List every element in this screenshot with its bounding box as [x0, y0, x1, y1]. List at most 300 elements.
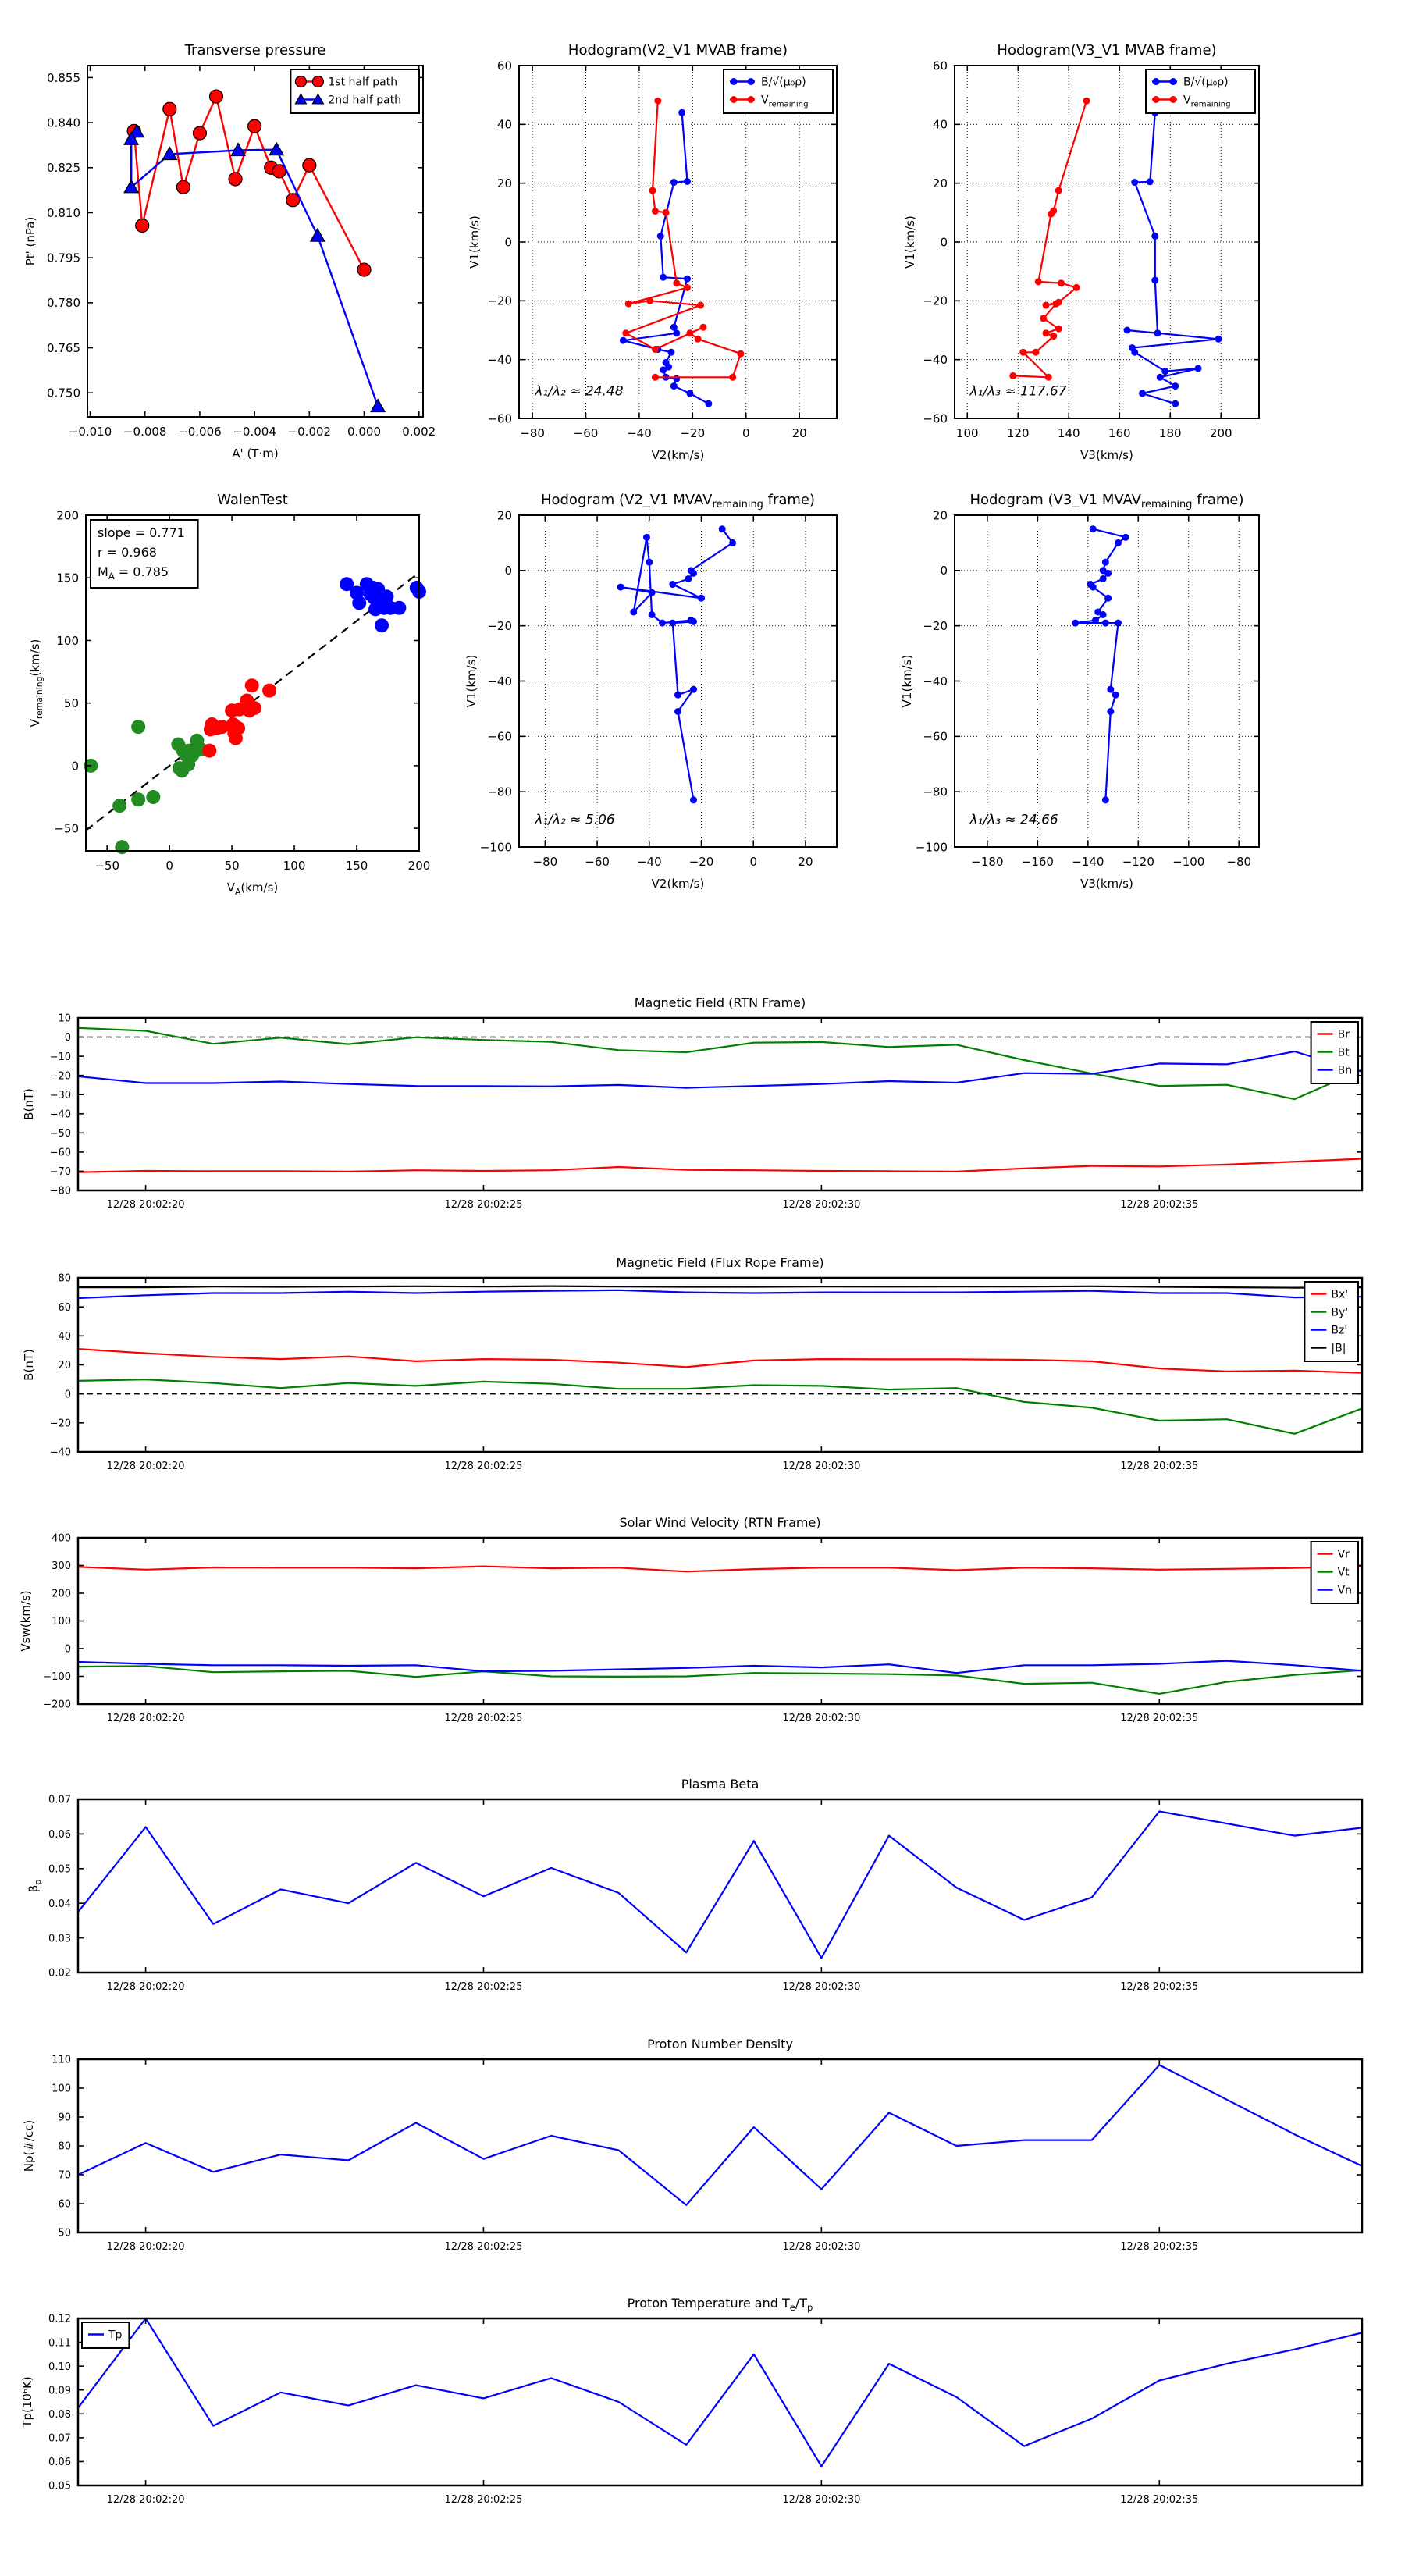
x-tick-label: 100 [283, 859, 306, 873]
y-tick-label: −20 [923, 294, 948, 308]
series-Br [78, 1159, 1362, 1172]
x-tick-label: −120 [1122, 855, 1154, 869]
x-tick-label: 20 [798, 855, 813, 869]
y-tick-label: 0.07 [48, 2432, 71, 2445]
y-axis-label: Np(#/cc) [22, 2119, 36, 2172]
y-tick-label: 0.02 [48, 1967, 71, 1980]
marker-dot [748, 78, 755, 85]
legend-label: Vt [1337, 1566, 1350, 1579]
marker-dot [392, 601, 406, 615]
axes-frame [78, 1018, 1362, 1190]
marker-dot [684, 178, 691, 185]
legend [1304, 1282, 1358, 1361]
marker-dot [1131, 179, 1138, 186]
marker-dot [625, 301, 632, 308]
chart-proton-temperature [20, 2296, 1362, 2506]
x-tick-label: 12/28 20:02:20 [106, 1461, 185, 1472]
x-tick-label: 12/28 20:02:35 [1120, 1713, 1199, 1724]
y-tick-label: 0.03 [48, 1933, 71, 1945]
series-Bz' [78, 1290, 1362, 1298]
y-tick-label: 40 [496, 117, 512, 132]
x-tick-label: 12/28 20:02:35 [1120, 2494, 1199, 2506]
marker-triangle [371, 400, 385, 412]
x-tick-label: 12/28 20:02:30 [782, 1199, 861, 1211]
marker-dot [1043, 301, 1050, 308]
marker-dot [1090, 584, 1097, 591]
marker-dot [1154, 329, 1161, 336]
chart-magnetic-field-flux-rope [22, 1255, 1362, 1472]
y-axis-label: $\beta_p$ [27, 1879, 43, 1893]
marker-dot [670, 179, 678, 186]
x-tick-label: 12/28 20:02:25 [444, 2494, 523, 2506]
y-tick-label: 20 [932, 508, 948, 523]
y-tick-label: −40 [923, 353, 948, 368]
marker-dot [690, 796, 697, 803]
x-tick-label: 50 [224, 859, 240, 873]
legend-label: $V_{remaining}$ [761, 94, 809, 109]
marker-dot [1019, 349, 1026, 356]
marker-dot [657, 233, 664, 240]
legend-label: Vr [1337, 1548, 1350, 1561]
y-tick-label: 0.04 [48, 1898, 71, 1910]
y-axis-label: V1(km/s) [468, 215, 482, 269]
marker-dot [630, 608, 637, 615]
x-tick-label: 180 [1158, 426, 1182, 440]
y-tick-label: −20 [487, 294, 512, 308]
y-tick-label: 0.07 [48, 1794, 71, 1806]
marker-dot [684, 276, 691, 283]
marker-dot [1035, 278, 1042, 285]
x-tick-label: 12/28 20:02:30 [782, 1981, 861, 1993]
marker-circle [295, 76, 306, 87]
marker-circle [357, 263, 371, 276]
marker-circle [303, 158, 316, 172]
marker-dot [686, 329, 693, 336]
series-2nd half path [131, 132, 378, 407]
y-axis-label: V1(km/s) [464, 654, 478, 708]
annotation: λ₁/λ₃ ≈ 117.67 [969, 383, 1067, 400]
y-tick-label: −50 [54, 821, 79, 836]
marker-dot [646, 559, 653, 566]
y-tick-label: −40 [487, 353, 512, 368]
x-axis-label: V3(km/s) [1080, 877, 1133, 891]
marker-dot [673, 329, 680, 336]
x-tick-label: 160 [1108, 426, 1131, 440]
y-tick-label: 0.825 [47, 161, 80, 176]
axes-frame [955, 66, 1259, 418]
x-tick-label: 12/28 20:02:20 [106, 2494, 185, 2506]
x-tick-label: 12/28 20:02:20 [106, 2241, 185, 2253]
marker-dot [1124, 327, 1131, 334]
x-tick-label: −0.002 [287, 425, 332, 439]
x-tick-label: −20 [688, 855, 714, 869]
marker-dot [1147, 178, 1154, 185]
marker-dot [1043, 329, 1050, 336]
marker-dot [202, 744, 216, 758]
marker-dot [1131, 349, 1138, 356]
chart-title: Magnetic Field (Flux Rope Frame) [616, 1255, 824, 1270]
y-tick-label: 0.12 [48, 2313, 71, 2325]
legend-label: Bt [1337, 1046, 1350, 1059]
chart-solar-wind-velocity [19, 1515, 1362, 1724]
y-tick-label: −100 [479, 840, 512, 855]
legend-label: Bn [1337, 1064, 1353, 1077]
x-tick-label: −160 [1021, 855, 1054, 869]
y-tick-label: 0.855 [47, 70, 80, 85]
marker-dot [617, 584, 624, 591]
y-tick-label: −60 [923, 729, 948, 744]
chart-walen-test [28, 492, 430, 897]
chart-plasma-beta [27, 1777, 1362, 1993]
y-tick-label: 80 [58, 1272, 71, 1285]
x-axis-label: $V_A(km/s)$ [226, 881, 279, 897]
x-tick-label: 12/28 20:02:20 [106, 1713, 185, 1724]
y-tick-label: 0.780 [47, 296, 80, 311]
marker-dot [660, 274, 667, 281]
axes-frame [78, 1538, 1362, 1704]
x-tick-label: 200 [407, 859, 431, 873]
x-tick-label: 0 [165, 859, 173, 873]
x-tick-label: 12/28 20:02:25 [444, 1461, 523, 1472]
y-tick-label: −20 [487, 619, 512, 634]
y-tick-label: 40 [58, 1331, 71, 1343]
legend [82, 2322, 129, 2348]
x-axis-label: V2(km/s) [651, 877, 705, 891]
marker-dot [695, 336, 702, 343]
y-tick-label: 0 [504, 564, 512, 578]
marker-triangle [311, 229, 325, 241]
x-tick-label: 12/28 20:02:35 [1120, 1199, 1199, 1211]
y-tick-label: 100 [52, 1616, 71, 1628]
series-Vr [78, 1567, 1362, 1572]
chart-magnetic-field-rtn [22, 995, 1362, 1211]
x-tick-label: −80 [1226, 855, 1252, 869]
marker-dot [678, 109, 685, 116]
marker-dot [1072, 620, 1079, 627]
marker-dot [622, 329, 629, 336]
marker-dot [649, 187, 656, 194]
x-tick-label: 0 [742, 426, 750, 440]
chart-hodogram-v3v1-mvav [900, 492, 1259, 891]
info-box-line: $M_A = 0.785$ [98, 564, 169, 582]
y-tick-label: 0 [940, 235, 948, 250]
legend-label: 1st half path [328, 76, 398, 89]
y-tick-label: 10 [58, 1012, 71, 1025]
y-tick-label: −10 [49, 1051, 71, 1063]
x-tick-label: 12/28 20:02:35 [1120, 2241, 1199, 2253]
marker-dot [669, 581, 676, 588]
marker-dot [247, 701, 261, 715]
y-tick-label: 90 [58, 2112, 71, 2124]
y-tick-label: 0.750 [47, 386, 80, 400]
marker-dot [684, 284, 691, 291]
series-beta [78, 1812, 1362, 1959]
x-tick-label: −60 [573, 426, 599, 440]
y-tick-label: 110 [52, 2054, 71, 2066]
y-tick-label: 200 [56, 508, 79, 523]
y-tick-label: 0.08 [48, 2408, 71, 2421]
marker-dot [705, 400, 712, 407]
y-tick-label: 200 [52, 1588, 71, 1600]
y-tick-label: 70 [58, 2169, 71, 2182]
marker-dot [1050, 333, 1057, 340]
chart-proton-number-density [22, 2037, 1362, 2253]
marker-circle [229, 173, 242, 186]
marker-dot [262, 684, 276, 698]
marker-dot [659, 620, 666, 627]
marker-dot [649, 611, 656, 618]
marker-dot [146, 790, 160, 804]
marker-dot [685, 575, 692, 582]
marker-dot [1122, 534, 1129, 541]
y-tick-label: 60 [58, 1301, 71, 1314]
legend-label: Bx' [1331, 1288, 1349, 1301]
y-tick-label: −30 [49, 1089, 71, 1101]
x-tick-label: 20 [791, 426, 807, 440]
y-tick-label: 0.765 [47, 340, 80, 355]
marker-dot [652, 346, 659, 353]
marker-dot [1040, 315, 1047, 322]
x-tick-label: 12/28 20:02:25 [444, 1981, 523, 1993]
x-axis-label: A' (T·m) [232, 447, 279, 461]
legend [1311, 1542, 1358, 1603]
chart-title: Hodogram (V3_V1 $MVAV_{remaining}$ frame) [969, 492, 1244, 511]
y-tick-label: 60 [932, 59, 948, 73]
marker-dot [729, 374, 736, 381]
marker-dot [1073, 284, 1080, 291]
x-tick-label: 12/28 20:02:20 [106, 1199, 185, 1211]
marker-dot [1055, 326, 1062, 333]
legend-label: Vn [1337, 1584, 1353, 1597]
y-tick-label: 0.11 [48, 2337, 71, 2350]
x-tick-label: 150 [345, 859, 368, 873]
y-tick-label: 100 [52, 2083, 71, 2095]
marker-dot [1151, 276, 1158, 283]
marker-circle [312, 76, 323, 87]
series-Vremaining [1013, 101, 1087, 377]
marker-dot [1083, 98, 1090, 105]
marker-dot [686, 390, 693, 397]
y-tick-label: −100 [915, 840, 948, 855]
y-axis-label: Vsw(km/s) [19, 1590, 33, 1652]
series-Bx' [78, 1349, 1362, 1373]
marker-dot [737, 350, 744, 358]
legend [290, 69, 419, 113]
series-B [1127, 112, 1218, 404]
marker-dot [669, 620, 676, 627]
marker-dot [1153, 96, 1160, 103]
marker-dot [1107, 686, 1114, 693]
marker-dot [673, 279, 680, 286]
marker-dot [1172, 382, 1179, 390]
chart-title: Proton Number Density [647, 2037, 793, 2051]
x-tick-label: 12/28 20:02:30 [782, 1461, 861, 1472]
y-tick-label: −60 [49, 1147, 71, 1159]
series-Vremaining [626, 101, 741, 377]
y-tick-label: 60 [58, 2198, 71, 2211]
x-tick-label: 0.002 [402, 425, 436, 439]
legend [1146, 69, 1255, 113]
y-tick-label: −20 [49, 1070, 71, 1083]
y-tick-label: 20 [496, 176, 512, 191]
marker-dot [699, 324, 706, 331]
x-tick-label: 140 [1057, 426, 1080, 440]
x-tick-label: 12/28 20:02:25 [444, 2241, 523, 2253]
chart-title: Transverse pressure [184, 42, 326, 59]
marker-dot [1195, 365, 1202, 372]
marker-dot [1102, 796, 1109, 803]
marker-dot [1033, 349, 1040, 356]
annotation: λ₁/λ₃ ≈ 24.66 [969, 812, 1058, 828]
marker-dot [245, 678, 259, 692]
y-tick-label: 0 [64, 1032, 71, 1044]
marker-circle [209, 90, 222, 103]
axes-frame [519, 66, 837, 418]
marker-dot [352, 596, 366, 610]
y-axis-label: V1(km/s) [903, 215, 917, 269]
marker-dot [643, 534, 650, 541]
y-tick-label: 0 [940, 564, 948, 578]
y-tick-label: 0.810 [47, 205, 80, 220]
y-tick-label: 50 [58, 2227, 71, 2240]
legend [1311, 1022, 1358, 1083]
x-tick-label: 200 [1209, 426, 1232, 440]
y-tick-label: 60 [496, 59, 512, 73]
axes-frame [519, 515, 837, 847]
marker-circle [193, 126, 206, 140]
x-tick-label: −180 [971, 855, 1004, 869]
marker-dot [731, 96, 738, 103]
x-tick-label: −0.010 [68, 425, 112, 439]
marker-dot [1157, 374, 1164, 381]
marker-dot [748, 96, 755, 103]
marker-dot [1115, 539, 1122, 546]
chart-title: Magnetic Field (RTN Frame) [634, 995, 806, 1010]
x-tick-label: 12/28 20:02:25 [444, 1713, 523, 1724]
marker-dot [620, 337, 627, 344]
y-tick-label: −60 [923, 411, 948, 426]
chart-title: WalenTest [217, 492, 288, 508]
chart-hodogram-v2v1-mvab [468, 42, 837, 462]
info-box-line: slope = 0.771 [98, 525, 185, 540]
x-tick-label: −20 [680, 426, 706, 440]
marker-dot [654, 98, 661, 105]
y-tick-label: 0.05 [48, 2480, 71, 2492]
y-tick-label: −20 [923, 619, 948, 634]
marker-dot [652, 374, 659, 381]
marker-dot [1053, 301, 1060, 308]
x-tick-label: 12/28 20:02:30 [782, 1713, 861, 1724]
marker-dot [690, 570, 697, 577]
marker-dot [1092, 617, 1099, 624]
chart-title: Hodogram(V3_V1 MVAB frame) [997, 42, 1217, 59]
axes-frame [78, 1799, 1362, 1973]
marker-dot [729, 539, 736, 546]
marker-dot [1115, 620, 1122, 627]
marker-dot [670, 382, 678, 390]
marker-dot [1112, 692, 1119, 699]
marker-dot [646, 297, 653, 304]
series-Tp [78, 2318, 1362, 2467]
y-axis-label: Pt' (nPa) [23, 216, 37, 266]
x-tick-label: −40 [627, 426, 652, 440]
marker-circle [163, 102, 176, 116]
marker-dot [1100, 611, 1107, 618]
series-|B| [78, 1286, 1362, 1288]
y-tick-label: 400 [52, 1532, 71, 1545]
legend-label: B/√(μ₀ρ) [761, 76, 806, 89]
x-tick-label: 12/28 20:02:30 [782, 2241, 861, 2253]
x-tick-label: −80 [520, 426, 545, 440]
y-tick-label: 20 [932, 176, 948, 191]
y-tick-label: −200 [43, 1699, 71, 1711]
y-tick-label: 0.06 [48, 1829, 71, 1841]
y-tick-label: 0 [504, 235, 512, 250]
chart-hodogram-v3v1-mvab [903, 42, 1259, 462]
legend-label: Tp [108, 2329, 123, 2342]
marker-circle [136, 219, 149, 233]
marker-dot [697, 301, 704, 308]
legend-label: Bz' [1331, 1324, 1348, 1337]
marker-dot [719, 525, 726, 532]
marker-dot [1048, 211, 1055, 218]
marker-dot [131, 792, 145, 806]
y-tick-label: 0.06 [48, 2457, 71, 2469]
x-tick-label: −50 [94, 859, 120, 873]
marker-dot [673, 375, 680, 382]
legend-label: |B| [1331, 1342, 1346, 1355]
x-tick-label: 100 [955, 426, 979, 440]
y-tick-label: −60 [487, 729, 512, 744]
x-tick-label: −80 [532, 855, 558, 869]
x-tick-label: 12/28 20:02:30 [782, 2494, 861, 2506]
y-tick-label: 0 [64, 1389, 71, 1401]
marker-dot [375, 618, 389, 632]
marker-dot [667, 349, 674, 356]
marker-dot [1009, 372, 1016, 379]
marker-dot [652, 208, 659, 215]
series-Bn [78, 1051, 1362, 1088]
marker-dot [660, 366, 667, 373]
marker-dot [674, 708, 681, 715]
marker-dot [663, 209, 670, 216]
y-tick-label: −40 [923, 674, 948, 688]
legend [724, 69, 833, 113]
y-tick-label: −20 [49, 1418, 71, 1430]
marker-dot [1045, 374, 1052, 381]
y-axis-label: $V_{remaining}(km/s)$ [28, 639, 44, 728]
x-axis-label: V2(km/s) [651, 448, 705, 462]
marker-circle [176, 180, 190, 194]
y-tick-label: 0.840 [47, 116, 80, 130]
x-axis-label: V3(km/s) [1080, 448, 1133, 462]
axes-frame [78, 2318, 1362, 2485]
x-tick-label: 0.000 [347, 425, 382, 439]
marker-dot [231, 721, 245, 735]
y-tick-label: −60 [487, 411, 512, 426]
y-tick-label: −50 [49, 1128, 71, 1140]
marker-dot [1172, 400, 1179, 407]
y-tick-label: 50 [63, 696, 79, 711]
y-tick-label: 100 [56, 633, 79, 648]
chart-transverse-pressure [23, 42, 436, 461]
chart-title: Hodogram(V2_V1 MVAB frame) [567, 42, 788, 59]
y-axis-label: B(nT) [22, 1349, 36, 1381]
marker-dot [115, 840, 129, 854]
marker-dot [1102, 559, 1109, 566]
marker-dot [1058, 279, 1065, 286]
y-tick-label: 0 [71, 759, 79, 774]
